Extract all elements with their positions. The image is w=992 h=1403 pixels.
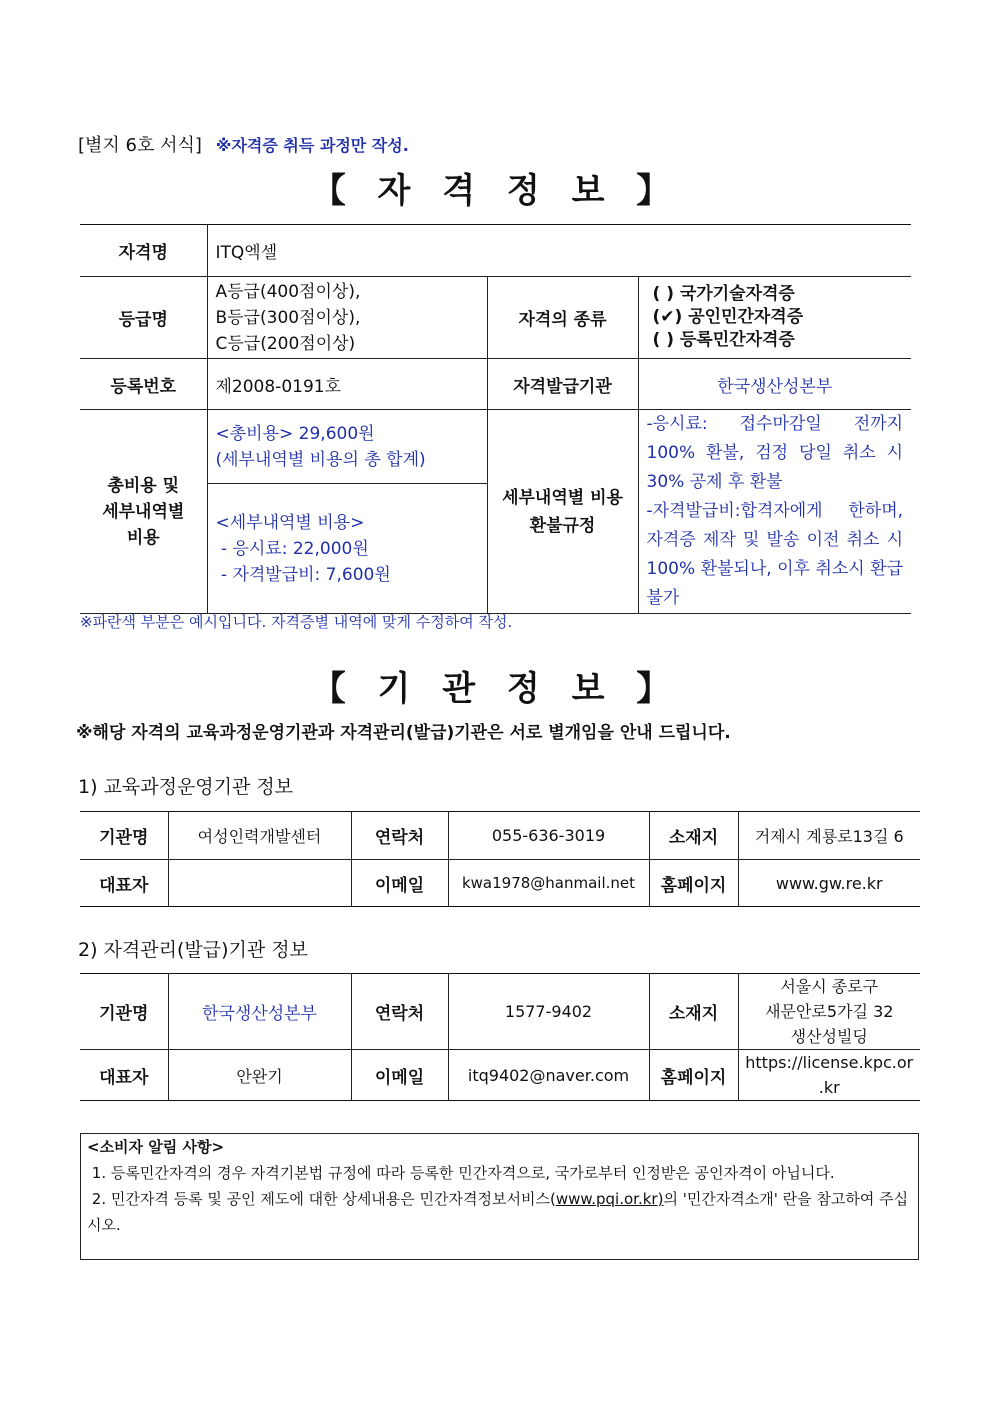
refund-rule-issue: -자격발급비:합격자에게 한하며, 자격증 제작 및 발송 이전 취소 시 100% 환불되나, 이후 취소시 환급 불가 (646, 501, 904, 608)
refund-rule-exam: -응시료: 접수마감일 전까지 100% 환불, 검정 당일 취소 시 30% 공제 후 환불 (646, 414, 904, 492)
issuer-homepage (738, 1050, 920, 1101)
issuer-label: 자격발급기관 (487, 359, 638, 410)
cost-label-line3: 비용 (126, 527, 160, 548)
cost-label-line1: 총비용 및 (107, 475, 180, 496)
issuer-address-line3: 생산성빌딩 (790, 1027, 868, 1046)
edu-email: kwa1978@hanmail.net (448, 860, 649, 907)
issuer-row-1 (80, 974, 920, 1050)
reg-value: 제2008-0191호 (207, 359, 487, 410)
consumer-item-2 (87, 1186, 912, 1238)
edu-address: 거제시 계룡로13길 6 (738, 812, 920, 860)
row-name (80, 225, 911, 277)
issuer-homepage-line1: https://license.kpc.or (745, 1053, 914, 1072)
refund-label-line1: 세부내역별 비용 (502, 487, 623, 508)
institution-intro: ※해당 자격의 교육과정운영기관과 자격관리(발급)기관은 서로 별개임을 안내 드립니다. (76, 723, 731, 743)
issuer-address (738, 974, 920, 1050)
edu-row-1 (80, 812, 920, 860)
issuer-name-label: 기관명 (80, 974, 168, 1050)
grade-b: B등급(300점이상), (215, 307, 361, 328)
issuer-homepage-label: 홈페이지 (649, 1050, 738, 1101)
form-label-line (78, 131, 409, 157)
edu-rep (168, 860, 351, 907)
edu-homepage: www.gw.re.kr (738, 860, 920, 907)
edu-contact-label: 연락처 (351, 812, 448, 860)
blue-note: ※파란색 부분은 예시입니다. 자격증별 내역에 맞게 수정하여 작성. (80, 613, 513, 631)
grade-values (207, 277, 487, 359)
cost-label-line2: 세부내역별 (102, 501, 185, 522)
row-cost-1 (80, 410, 911, 484)
issuer-rep-label: 대표자 (80, 1050, 168, 1101)
type-registered: ( ) 등록민간자격증 (652, 330, 795, 350)
issuer-row-2 (80, 1050, 920, 1101)
cost-label (80, 410, 207, 614)
consumer-item-2-post: 의 '민간자격소개' 란을 참고하여 주십시오. (87, 1190, 909, 1234)
refund-label (487, 410, 638, 614)
edu-address-label: 소재지 (649, 812, 738, 860)
consumer-item-1: 1. 등록민간자격의 경우 자격기본법 규정에 따라 등록한 민간자격으로, 국가로부터 인정받은 공인자격이 아닙니다. (87, 1164, 835, 1182)
issuer-name: 한국생산성본부 (168, 974, 351, 1050)
edu-rep-label: 대표자 (80, 860, 168, 907)
edu-table (80, 811, 920, 907)
total-cost (207, 410, 487, 484)
issuer-contact: 1577-9402 (448, 974, 649, 1050)
detail-cost-exam: - 응시료: 22,000원 (215, 538, 369, 559)
refund-label-line2: 환불규정 (529, 515, 596, 536)
pqi-link[interactable]: www.pqi.or.kr) (555, 1190, 664, 1208)
detail-cost-issue: - 자격발급비: 7,600원 (215, 564, 391, 585)
institution-title: 【 기 관 정 보 】 (311, 669, 681, 709)
issuer-address-label: 소재지 (649, 974, 738, 1050)
issuer-rep: 안완기 (168, 1050, 351, 1101)
edu-name-label: 기관명 (80, 812, 168, 860)
issuer-address-line2: 새문안로5가길 32 (765, 1002, 894, 1021)
edu-row-2 (80, 860, 920, 907)
edu-email-label: 이메일 (351, 860, 448, 907)
issuer-heading: 2) 자격관리(발급)기관 정보 (78, 939, 308, 961)
issuer-table (80, 973, 920, 1101)
consumer-item-2-pre: 2. 민간자격 등록 및 공인 제도에 대한 상세내용은 민간자격정보서비스( (87, 1190, 556, 1208)
detail-cost-title: <세부내역별 비용> (215, 512, 365, 533)
reg-label: 등록번호 (80, 359, 207, 410)
name-value: ITQ엑셀 (207, 225, 911, 277)
edu-name: 여성인력개발센터 (168, 812, 351, 860)
type-label: 자격의 종류 (487, 277, 638, 359)
consumer-notice-box (80, 1133, 919, 1260)
row-reg (80, 359, 911, 410)
qualification-table (80, 224, 911, 614)
grade-a: A등급(400점이상), (215, 281, 361, 302)
edu-heading: 1) 교육과정운영기관 정보 (78, 776, 294, 798)
row-grade (80, 277, 911, 359)
consumer-heading: <소비자 알림 사항> (87, 1138, 225, 1156)
issuer-homepage-line2: .kr (818, 1078, 840, 1097)
edu-homepage-label: 홈페이지 (649, 860, 738, 907)
issuer-address-line1: 서울시 종로구 (780, 977, 879, 996)
issuer-value: 한국생산성본부 (638, 359, 911, 410)
qualification-title: 【 자 격 정 보 】 (311, 171, 681, 211)
form-label: [별지 6호 서식] (78, 135, 202, 156)
grade-c: C등급(200점이상) (215, 333, 356, 354)
grade-label: 등급명 (80, 277, 207, 359)
issuer-email-label: 이메일 (351, 1050, 448, 1101)
type-national: ( ) 국가기술자격증 (652, 284, 795, 304)
type-certified: (✔) 공인민간자격증 (652, 307, 804, 327)
form-note: ※자격증 취득 과정만 작성. (215, 136, 409, 155)
edu-contact: 055-636-3019 (448, 812, 649, 860)
issuer-email: itq9402@naver.com (448, 1050, 649, 1101)
refund-rules (638, 410, 911, 614)
type-values (638, 277, 911, 359)
issuer-contact-label: 연락처 (351, 974, 448, 1050)
total-cost-line2: (세부내역별 비용의 총 합계) (215, 449, 426, 470)
detail-cost (207, 484, 487, 614)
name-label: 자격명 (80, 225, 207, 277)
total-cost-line1: <총비용> 29,600원 (215, 423, 375, 444)
